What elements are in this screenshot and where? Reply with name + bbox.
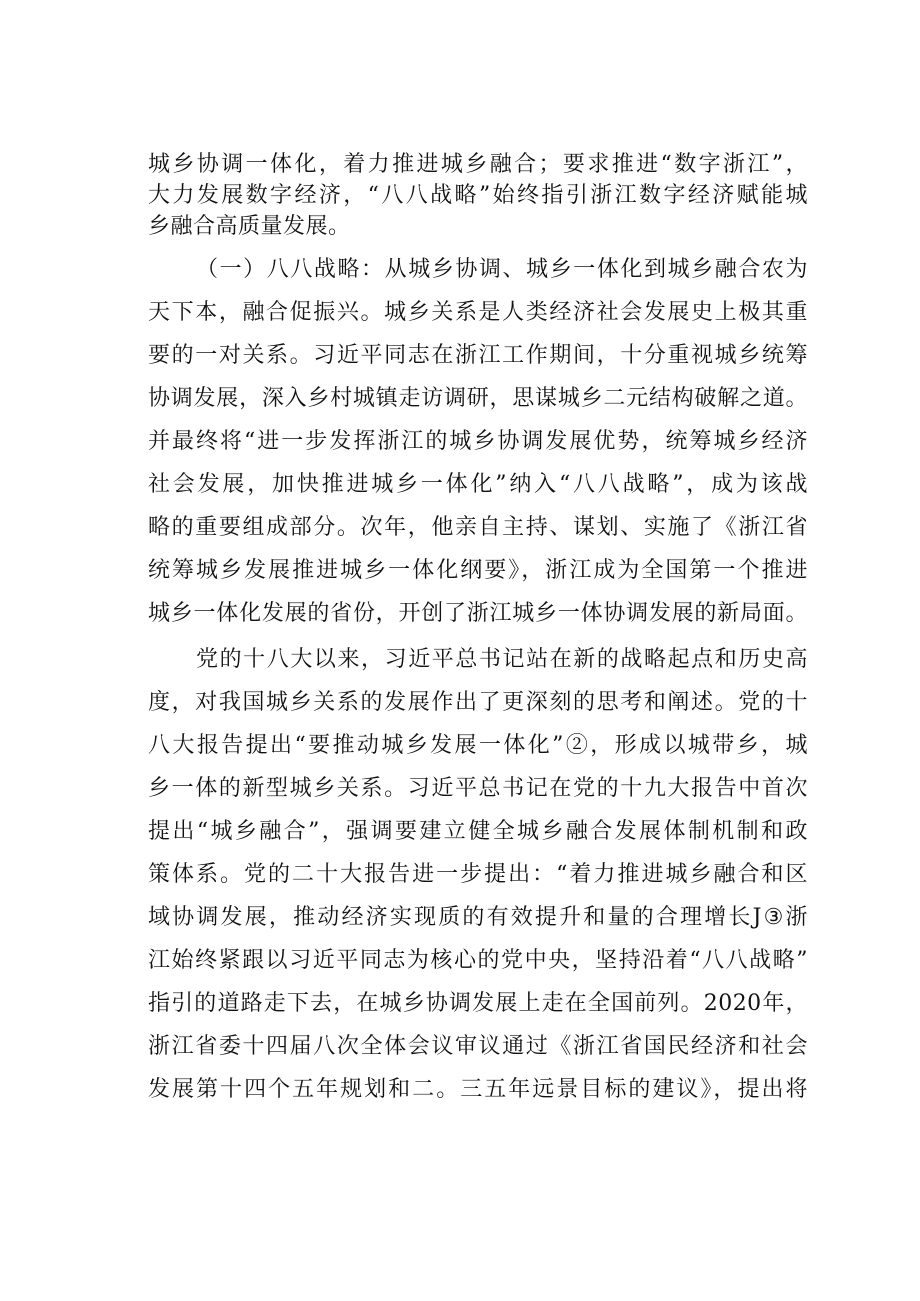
text-line: 天下本，融合促振兴。城乡关系是人类经济社会发展史上极其重 [148,300,808,325]
text-line: 提出“城乡融合”，强调要建立健全城乡融合发展体制机制和政 [148,819,808,844]
paragraph-first-line: 党的十八大以来，习近平总书记站在新的战略起点和历史高 [196,647,808,672]
text-line: 域协调发展，推动经济实现质的有效提升和量的合理增长J③浙 [148,905,808,930]
text-line: 指引的道路走下去，在城乡协调发展上走在全国前列。2020年， [148,991,808,1016]
text-line: 并最终将“进一步发挥浙江的城乡协调发展优势，统筹城乡经济 [148,429,808,454]
text-line: 城乡协调一体化，着力推进城乡融合；要求推进“数字浙江”， [148,152,808,177]
text-line: 度，对我国城乡关系的发展作出了更深刻的思考和阐述。党的十 [148,690,808,715]
text-line: 要的一对关系。习近平同志在浙江工作期间，十分重视城乡统筹 [148,343,808,368]
text-line: 大力发展数字经济，“八八战略”始终指引浙江数字经济赋能城 [148,183,808,208]
text-line: 社会发展，加快推进城乡一体化”纳入“八八战略”，成为该战 [148,472,808,497]
text-line: 协调发展，深入乡村城镇走访调研，思谋城乡二元结构破解之道。 [148,386,808,411]
text-line: 乡融合高质量发展。 [148,214,351,239]
section-heading-line: （一）八八战略：从城乡协调、城乡一体化到城乡融合农为 [196,257,808,282]
text-line: 统筹城乡发展推进城乡一体化纲要》，浙江成为全国第一个推进 [148,558,808,583]
text-line: 略的重要组成部分。次年，他亲自主持、谋划、实施了《浙江省 [148,515,808,540]
text-line: 城乡一体化发展的省份，开创了浙江城乡一体协调发展的新局面。 [148,601,808,626]
text-line: 乡一体的新型城乡关系。习近平总书记在党的十九大报告中首次 [148,776,808,801]
text-line: 浙江省委十四届八次全体会议审议通过《浙江省国民经济和社会 [148,1034,808,1059]
text-line: 江始终紧跟以习近平同志为核心的党中央，坚持沿着“八八战略” [148,948,808,973]
text-line: 八大报告提出“要推动城乡发展一体化”②，形成以城带乡，城 [148,733,808,758]
text-line: 策体系。党的二十大报告进一步提出：“着力推进城乡融合和区 [148,862,808,887]
text-line: 发展第十四个五年规划和二。三五年远景目标的建议》，提出将 [148,1077,808,1102]
